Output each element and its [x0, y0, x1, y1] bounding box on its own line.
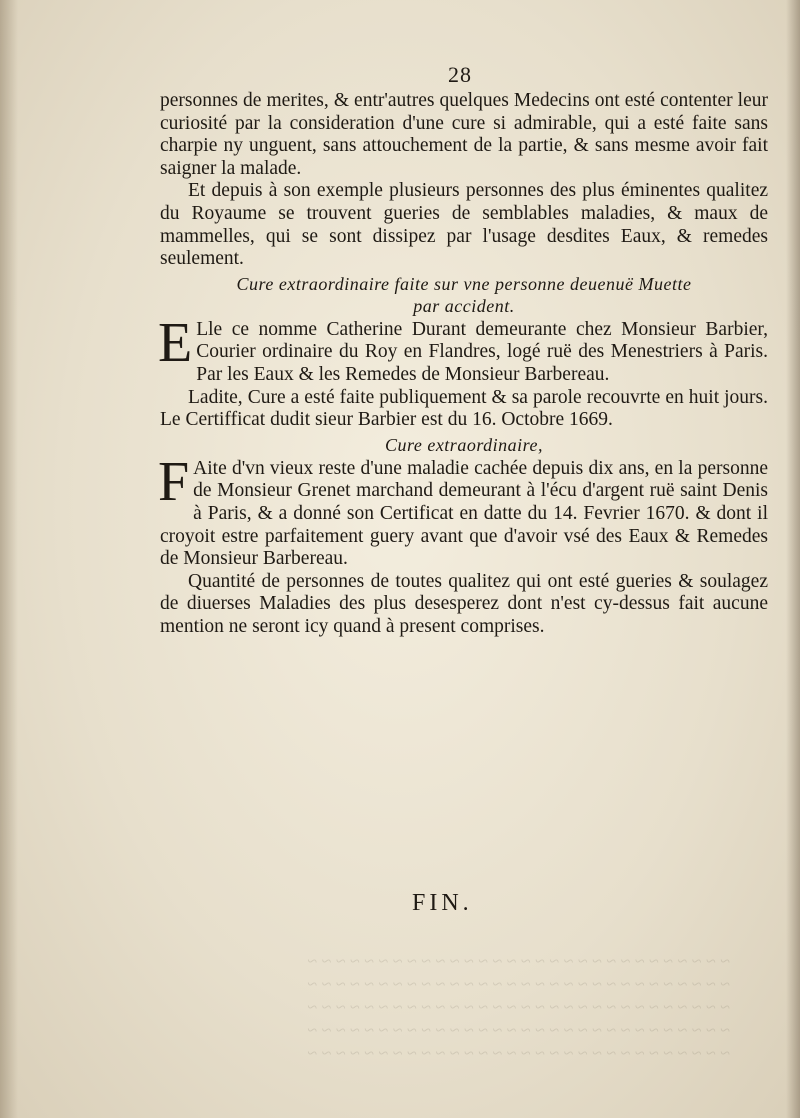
- page-number: 28: [448, 62, 472, 87]
- show-through-bleed: ~ ~ ~ ~ ~ ~ ~ ~ ~ ~ ~ ~ ~ ~ ~ ~ ~ ~ ~ ~ ~ ~ ~ ~ ~ ~ ~ ~ ~ ~ ~ ~ ~ ~ ~ ~ ~ ~ ~ ~ ~ ~ ~ ~ ~ ~ ~ ~ ~ ~ ~ ~ ~ ~ ~ ~ ~ ~ ~ ~ ~ ~ ~ ~ ~ ~ ~ ~ ~ ~ ~ ~ ~ ~ ~ ~ ~ ~ ~ ~ ~ ~ ~ ~ ~ ~ ~ ~ ~ ~ ~ ~ ~ ~ ~ ~ ~ ~ ~ ~ ~ ~ ~ ~ ~ ~ ~ ~ ~ ~ ~ ~ ~ ~ ~ ~ ~ ~ ~ ~ ~ ~ ~ ~ ~ ~ ~ ~ ~ ~ ~ ~ ~ ~ ~ ~ ~ ~ ~ ~ ~ ~ ~ ~ ~ ~ ~ ~ ~ ~: [307, 951, 730, 1063]
- text-block: [160, 90, 768, 638]
- section-heading-line-2: par accident.: [413, 295, 515, 316]
- fin-marker: FIN.: [412, 890, 473, 916]
- paragraph-certificate-barbier: Ladite, Cure a esté faite publiquement & sa parole recouvrte en huit jours. Le Certifficat dudit sieur Barbier est du 16. Octobre 1669.: [160, 386, 768, 431]
- paragraph-grenet: [158, 450, 768, 571]
- paragraph-text: Aite d'vn vieux reste d'une maladie cachée depuis dix ans, en la personne de Monsieur Grenet marchand demeurant à l'écu d'argent ruë saint Denis à Paris, & a donné son Certificat en datte du 14. Fevrier 1670. & dont il croyoit estre parfaitement guery avant que d'avoir vsé des Eaux & Remedes de Monsieur Barbereau.: [160, 457, 768, 570]
- section-heading-extraordinary-cure: Cure extraordinaire,: [385, 434, 543, 455]
- paragraph-continuation: personnes de merites, & entr'autres quelques Medecins ont esté contenter leur curiosité par la consideration d'une cure si admirable, qui a esté faite sans charpie ny unguent, sans attouchement de la partie, & sans mesme avoir fait saigner la malade.: [160, 90, 768, 179]
- paragraph-eminent-persons: Et depuis à son exemple plusieurs personnes des plus éminentes qualitez du Royaume se trouvent gueries de semblables maladies, & maux de mammelles, qui se sont dissipez par l'usage desdites Eaux, & remedes seulement.: [160, 180, 768, 270]
- drop-cap-letter: E: [158, 311, 193, 374]
- paragraph-many-persons: Quantité de personnes de toutes qualitez qui ont esté gueries & soulagez de diuerses Maladies des plus desesperez dont n'est cy-dessus fait aucune mention ne seront icy quand à present comprises.: [160, 570, 768, 637]
- paragraph-catherine-durant: [158, 311, 768, 387]
- section-heading-line-1: Cure extraordinaire faite sur vne personne deuenuë Muette: [236, 273, 692, 294]
- paragraph-text: Lle ce nomme Catherine Durant demeurante chez Monsieur Barbier, Courier ordinaire du Roy en Flandres, logé ruë des Menestriers à Paris. Par les Eaux & les Remedes de Monsieur Barbereau.: [196, 318, 768, 385]
- drop-cap-letter: F: [158, 450, 190, 513]
- section-heading-mute-cure: [160, 273, 768, 317]
